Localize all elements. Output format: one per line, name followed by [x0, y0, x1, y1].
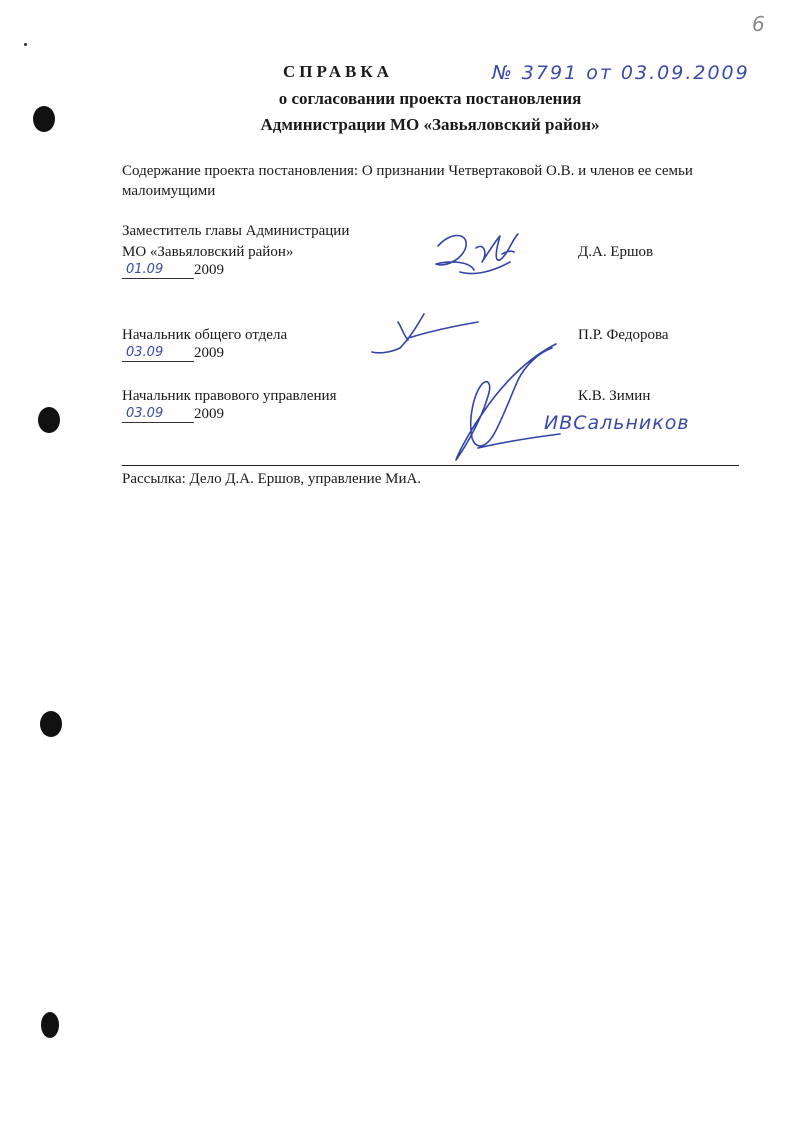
binder-hole [40, 711, 62, 737]
distribution-list: Рассылка: Дело Д.А. Ершов, управление МиА. [122, 471, 422, 487]
approver-1-date-year: 2009 [194, 262, 224, 278]
title-label: СПРАВКА [283, 62, 393, 81]
additional-signature: ИВСальников [544, 412, 690, 434]
binder-hole [38, 407, 60, 433]
subtitle-line-2: Администрации МО «Завьяловский район» [260, 115, 600, 134]
approver-2-date-handwritten: 03.09 [126, 345, 164, 360]
approver-3-name: К.В. Зимин [578, 388, 651, 404]
approver-1-date [122, 262, 224, 279]
approver-2-date [122, 345, 224, 362]
approver-2-position: Начальник общего отдела [122, 327, 288, 343]
binder-hole [33, 106, 55, 132]
approver-3-date-year: 2009 [194, 406, 224, 422]
approver-1-signature [430, 228, 525, 283]
approver-2-date-year: 2009 [194, 345, 224, 361]
approver-3-date-handwritten: 03.09 [126, 406, 164, 421]
approver-1-position-line-2: МО «Завьяловский район» [122, 244, 294, 260]
approver-1-date-handwritten: 01.09 [126, 262, 164, 277]
approver-1-name: Д.А. Ершов [578, 244, 654, 260]
approver-3-date [122, 406, 224, 423]
approver-3-position: Начальник правового управления [122, 388, 337, 404]
project-content: Содержание проекта постановления: О признании Четвертаковой О.В. и членов ее семьи малоимущими [122, 163, 693, 199]
subtitle-line-1: о согласовании проекта постановления [278, 89, 582, 108]
binder-hole [41, 1012, 59, 1038]
approver-1-position-line-1: Заместитель главы Администрации [122, 223, 350, 239]
scan-speck [24, 43, 27, 46]
page-number-handwritten: 6 [752, 12, 765, 36]
separator-line [122, 465, 739, 466]
approver-3-signature [448, 338, 568, 466]
handwritten-doc-number: № 3791 от 03.09.2009 [492, 62, 750, 84]
approver-2-name: П.Р. Федорова [578, 327, 669, 343]
